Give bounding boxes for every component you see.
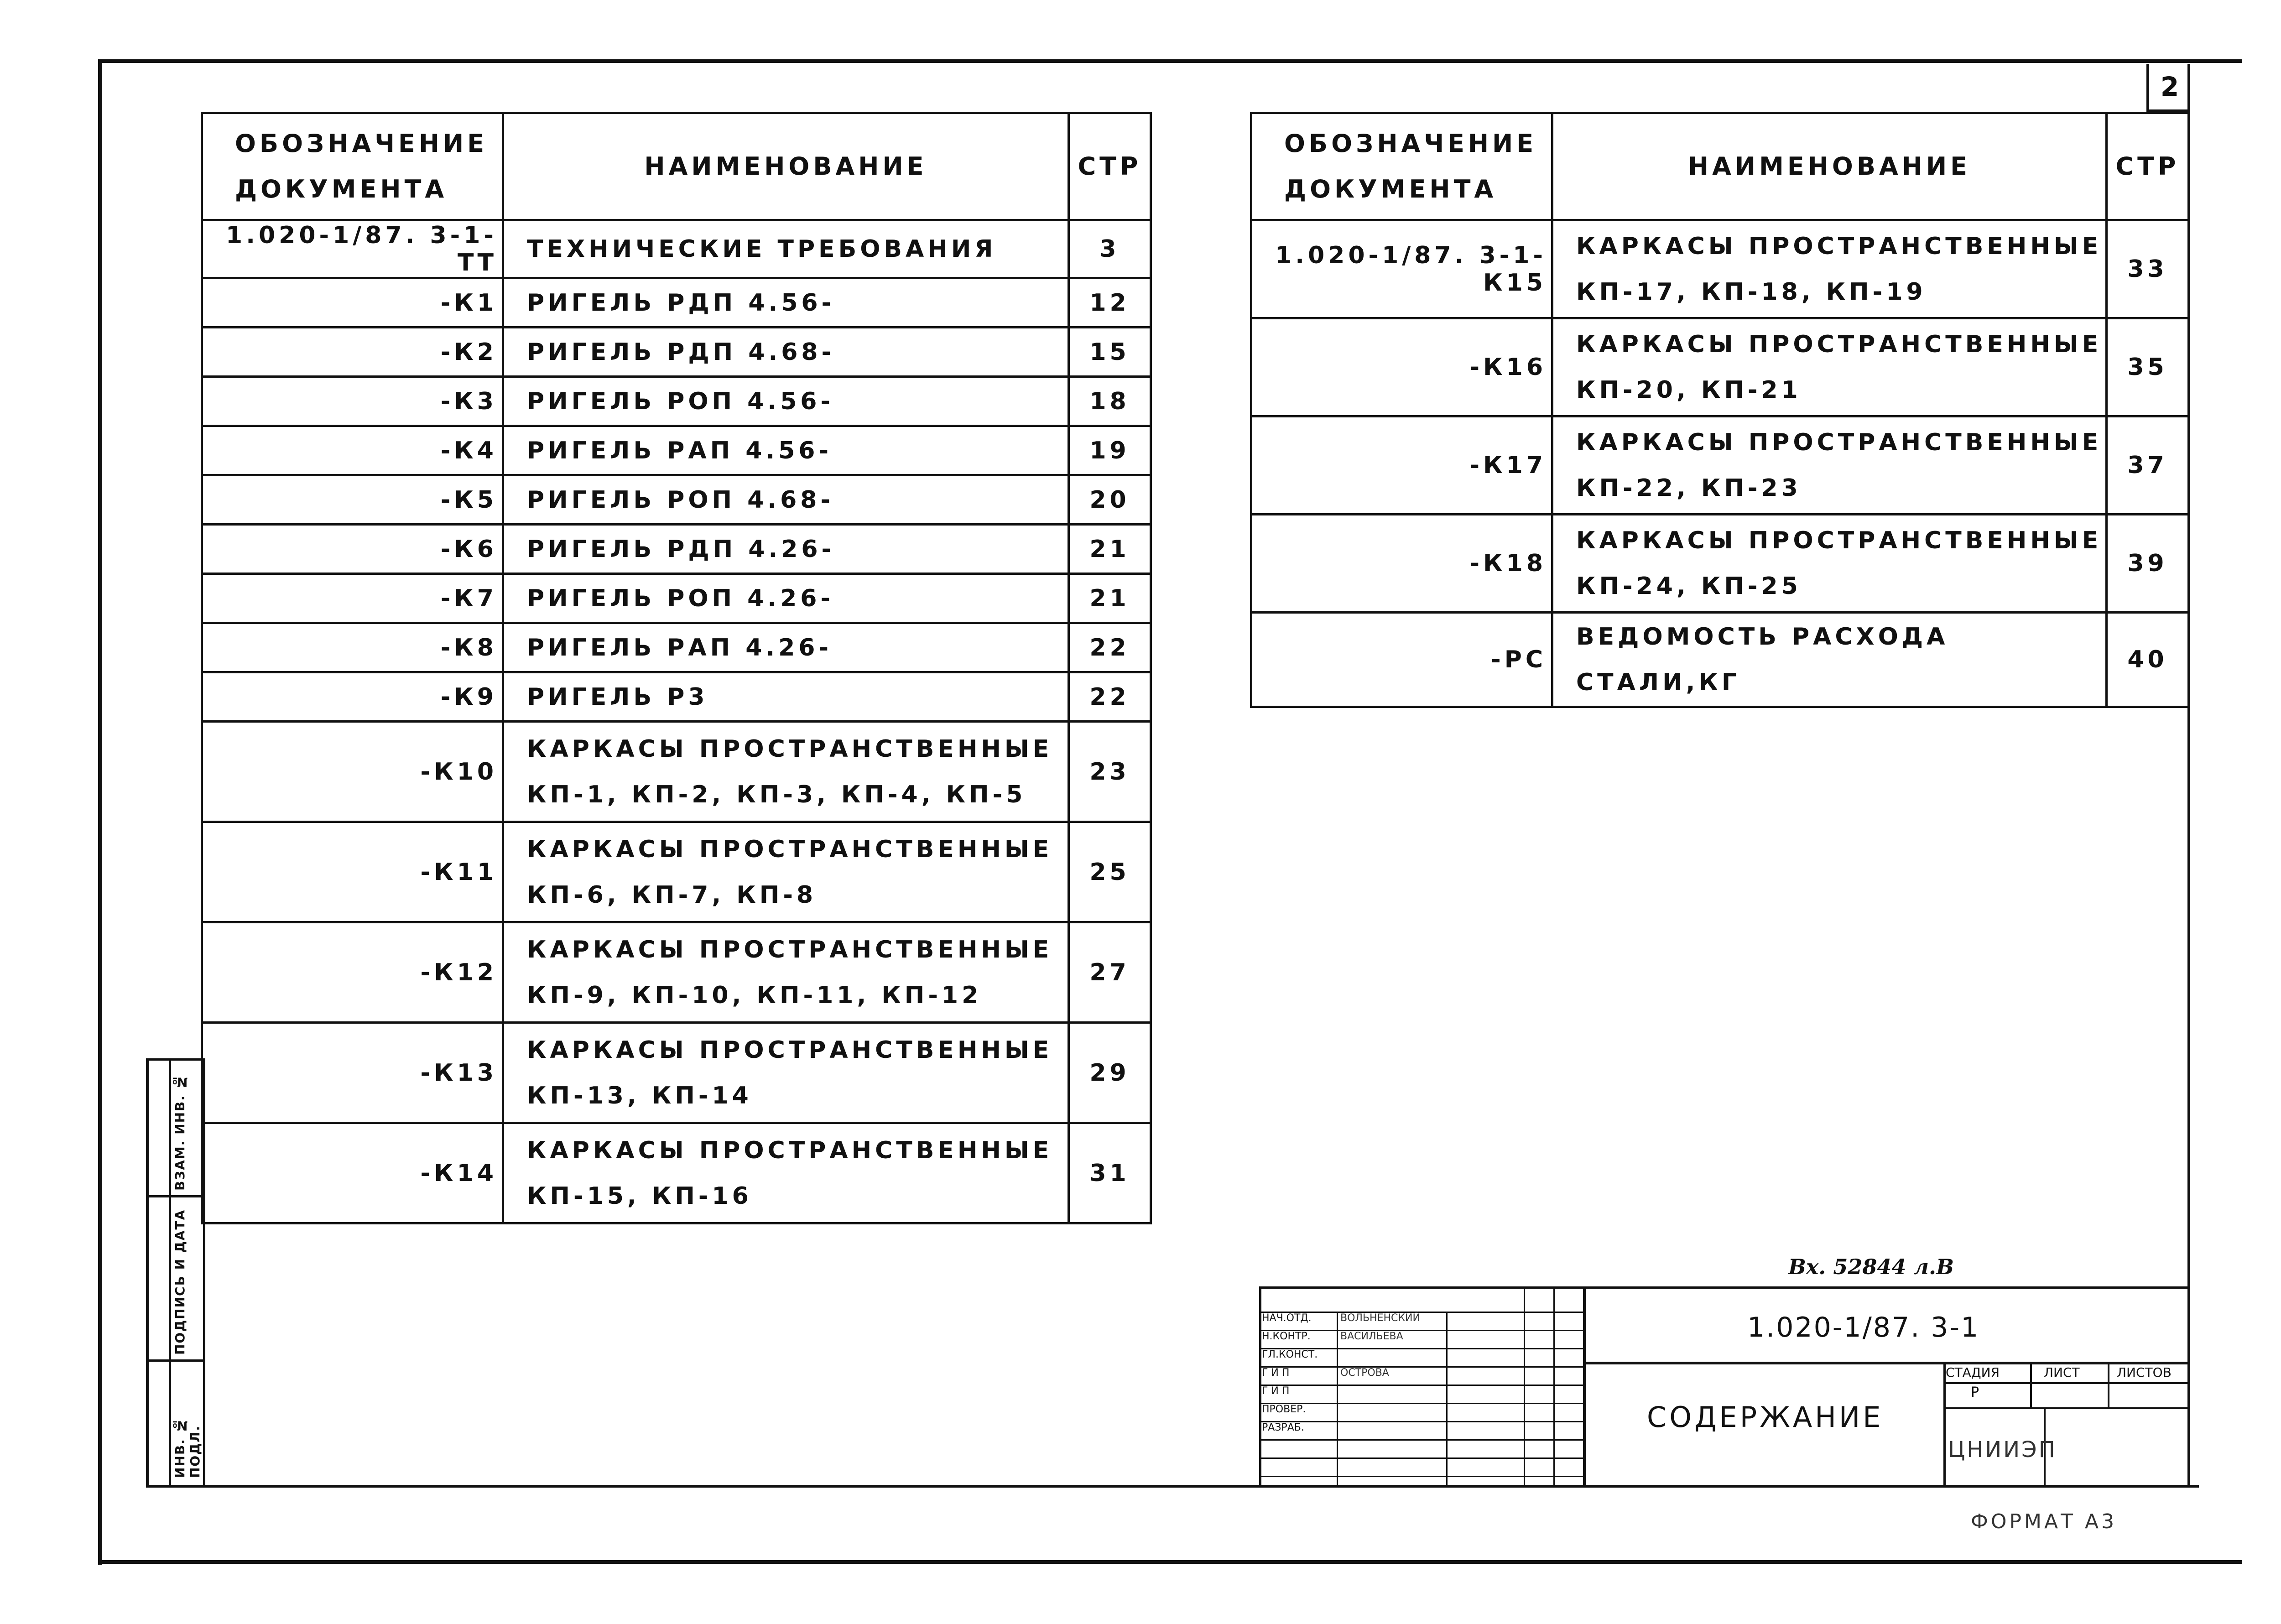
name-line-2: КП-17, КП-18, КП-19	[1576, 278, 1927, 306]
page-cell: 27	[1069, 922, 1151, 1023]
stamp-label-original-inv: ИНВ. № ПОДЛ.	[172, 1417, 203, 1478]
name-line-2: КП-22, КП-23	[1576, 474, 1802, 502]
page-cell: 3	[1069, 220, 1151, 278]
name-line-1: КАРКАСЫ ПРОСТРАНСТВЕННЫЕ	[1576, 233, 2102, 260]
name-line-2: КП-15, КП-16	[527, 1182, 752, 1210]
sheets-label: ЛИСТОВ	[2117, 1365, 2172, 1380]
page-cell: 19	[1069, 426, 1151, 475]
name-line-1: ВЕДОМОСТЬ РАСХОДА СТАЛИ,КГ	[1576, 623, 1949, 696]
table-row	[202, 525, 1151, 574]
document-code-cell: -К14	[202, 1123, 503, 1223]
stage-value: Р	[1971, 1385, 1979, 1400]
document-name-cell	[1552, 515, 2107, 613]
table-row	[202, 426, 1151, 475]
document-name-cell	[1552, 318, 2107, 416]
header-name: НАИМЕНОВАНИЕ	[1552, 113, 2107, 220]
document-code-cell: -К1	[202, 278, 503, 328]
table-row	[202, 574, 1151, 623]
name-line-1: КАРКАСЫ ПРОСТРАНСТВЕННЫЕ	[527, 735, 1053, 763]
document-name-cell	[503, 672, 1069, 722]
contents-table-left	[201, 112, 1152, 1224]
frame-bottom-line	[98, 1560, 2242, 1564]
document-code-cell: -К18	[1251, 515, 1552, 613]
role-label: Г И П	[1262, 1385, 1290, 1397]
page-cell: 40	[2107, 613, 2189, 707]
table-row	[202, 1123, 1151, 1223]
document-code-cell: -К12	[202, 922, 503, 1023]
document-name-cell	[503, 922, 1069, 1023]
handwritten-registration-note: Вх. 52844 л.В	[1788, 1254, 1954, 1279]
document-code-cell: -К17	[1251, 416, 1552, 515]
table-row	[202, 278, 1151, 328]
person-name: ОСТРОВА	[1340, 1367, 1389, 1379]
document-name-cell	[503, 1123, 1069, 1223]
document-name-cell	[503, 426, 1069, 475]
name-line-2: КП-9, КП-10, КП-11, КП-12	[527, 981, 982, 1009]
document-code-cell: 1.020-1/87. 3-1-ТТ	[202, 220, 503, 278]
page-cell: 31	[1069, 1123, 1151, 1223]
name-line-1: КАРКАСЫ ПРОСТРАНСТВЕННЫЕ	[1576, 429, 2102, 456]
name-line-1: КАРКАСЫ ПРОСТРАНСТВЕННЫЕ	[527, 936, 1053, 963]
document-code-cell: -К3	[202, 377, 503, 426]
page-cell: 37	[2107, 416, 2189, 515]
name-line-1: РИГЕЛЬ РОП 4.56-	[527, 387, 834, 415]
document-code: 1.020-1/87. 3-1	[1747, 1312, 1980, 1343]
table-row	[1251, 220, 2189, 318]
name-line-1: РИГЕЛЬ РДП 4.68-	[527, 338, 835, 366]
document-name-cell	[503, 1023, 1069, 1123]
role-label: ПРОВЕР.	[1262, 1404, 1306, 1415]
document-title: СОДЕРЖАНИЕ	[1647, 1400, 1884, 1434]
name-line-2: КП-24, КП-25	[1576, 573, 1802, 600]
document-code-cell: -К5	[202, 475, 503, 525]
page-cell: 33	[2107, 220, 2189, 318]
table-row	[202, 822, 1151, 922]
document-code-cell: -К7	[202, 574, 503, 623]
page-cell: 20	[1069, 475, 1151, 525]
name-line-1: КАРКАСЫ ПРОСТРАНСТВЕННЫЕ	[527, 1136, 1053, 1164]
document-name-cell	[1552, 613, 2107, 707]
page-cell: 15	[1069, 328, 1151, 377]
page-cell: 21	[1069, 525, 1151, 574]
role-label: Г И П	[1262, 1367, 1290, 1379]
role-label: Н.КОНТР.	[1262, 1331, 1311, 1342]
name-line-2: КП-6, КП-7, КП-8	[527, 881, 817, 909]
stamp-label-replace-inv: ВЗАМ. ИНВ. №	[172, 1073, 187, 1191]
contents-table-right	[1250, 112, 2190, 708]
table-row	[1251, 515, 2189, 613]
header-page: СТР	[2107, 113, 2189, 220]
name-line-1: РИГЕЛЬ РАП 4.56-	[527, 437, 833, 464]
name-line-1: РИГЕЛЬ Р3	[527, 683, 708, 711]
page-cell: 18	[1069, 377, 1151, 426]
table-row	[202, 922, 1151, 1023]
table-row	[202, 220, 1151, 278]
name-line-1: ТЕХНИЧЕСКИЕ ТРЕБОВАНИЯ	[527, 235, 997, 263]
table-row	[1251, 613, 2189, 707]
table-row	[202, 475, 1151, 525]
header-code: ОБОЗНАЧЕНИЕ ДОКУМЕНТА	[1251, 113, 1552, 220]
document-name-cell	[503, 722, 1069, 822]
sheet-label: ЛИСТ	[2044, 1365, 2080, 1380]
document-name-cell	[503, 377, 1069, 426]
name-line-1: РИГЕЛЬ РАП 4.26-	[527, 634, 833, 661]
document-name-cell	[503, 328, 1069, 377]
document-name-cell	[503, 220, 1069, 278]
role-label: РАЗРАБ.	[1262, 1422, 1304, 1433]
document-code-cell: -К6	[202, 525, 503, 574]
table-row	[1251, 318, 2189, 416]
page-cell: 29	[1069, 1023, 1151, 1123]
document-code-cell: 1.020-1/87. 3-1-К15	[1251, 220, 1552, 318]
document-name-cell	[1552, 416, 2107, 515]
page-number: 2	[2146, 64, 2190, 112]
format-label: ФОРМАТ А3	[1971, 1510, 2117, 1533]
name-line-1: РИГЕЛЬ РДП 4.56-	[527, 289, 835, 317]
document-code-cell: -К11	[202, 822, 503, 922]
document-code-cell: -К10	[202, 722, 503, 822]
document-name-cell	[503, 475, 1069, 525]
name-line-1: РИГЕЛЬ РДП 4.26-	[527, 535, 835, 563]
table-row	[202, 722, 1151, 822]
side-stamp	[146, 1058, 205, 1485]
page-cell: 25	[1069, 822, 1151, 922]
page-cell: 22	[1069, 672, 1151, 722]
document-name-cell	[1552, 220, 2107, 318]
name-line-1: КАРКАСЫ ПРОСТРАНСТВЕННЫЕ	[1576, 527, 2102, 554]
document-name-cell	[503, 278, 1069, 328]
document-code-cell: -К16	[1251, 318, 1552, 416]
role-label: ГЛ.КОНСТ.	[1262, 1349, 1318, 1360]
document-name-cell	[503, 525, 1069, 574]
stage-label: СТАДИЯ	[1946, 1365, 2000, 1380]
document-code-cell: -К2	[202, 328, 503, 377]
document-name-cell	[503, 574, 1069, 623]
name-line-2: КП-1, КП-2, КП-3, КП-4, КП-5	[527, 781, 1026, 808]
name-line-1: КАРКАСЫ ПРОСТРАНСТВЕННЫЕ	[527, 835, 1053, 863]
role-label: НАЧ.ОТД.	[1262, 1312, 1312, 1324]
table-row	[202, 672, 1151, 722]
name-line-1: КАРКАСЫ ПРОСТРАНСТВЕННЫЕ	[527, 1036, 1053, 1064]
header-code: ОБОЗНАЧЕНИЕ ДОКУМЕНТА	[202, 113, 503, 220]
table-row	[202, 1023, 1151, 1123]
name-line-1: КАРКАСЫ ПРОСТРАНСТВЕННЫЕ	[1576, 331, 2102, 358]
name-line-1: РИГЕЛЬ РОП 4.68-	[527, 486, 834, 514]
table-row	[202, 377, 1151, 426]
document-name-cell	[503, 623, 1069, 672]
document-code-cell: -К9	[202, 672, 503, 722]
stamp-label-signature-date: ПОДПИСЬ И ДАТА	[172, 1209, 187, 1355]
table-row	[202, 623, 1151, 672]
title-block	[1259, 1286, 2187, 1487]
page-cell: 23	[1069, 722, 1151, 822]
page-cell: 35	[2107, 318, 2189, 416]
person-name: ВОЛЬНЕНСКИЙ	[1340, 1312, 1420, 1324]
table-row	[202, 328, 1151, 377]
document-code-cell: -РС	[1251, 613, 1552, 707]
name-line-2: КП-20, КП-21	[1576, 376, 1802, 404]
header-page: СТР	[1069, 113, 1151, 220]
page-cell: 39	[2107, 515, 2189, 613]
table-row	[1251, 416, 2189, 515]
page-cell: 22	[1069, 623, 1151, 672]
header-name: НАИМЕНОВАНИЕ	[503, 113, 1069, 220]
document-code-cell: -К8	[202, 623, 503, 672]
name-line-2: КП-13, КП-14	[527, 1082, 752, 1109]
page-cell: 12	[1069, 278, 1151, 328]
frame-left-line	[98, 59, 102, 1565]
name-line-1: РИГЕЛЬ РОП 4.26-	[527, 584, 834, 612]
document-code-cell: -К4	[202, 426, 503, 475]
document-name-cell	[503, 822, 1069, 922]
frame-top-line	[98, 59, 2242, 63]
organization-name: ЦНИИЭП	[1948, 1437, 2057, 1463]
page-cell: 21	[1069, 574, 1151, 623]
person-name: ВАСИЛЬЕВА	[1340, 1331, 1403, 1342]
document-code-cell: -К13	[202, 1023, 503, 1123]
